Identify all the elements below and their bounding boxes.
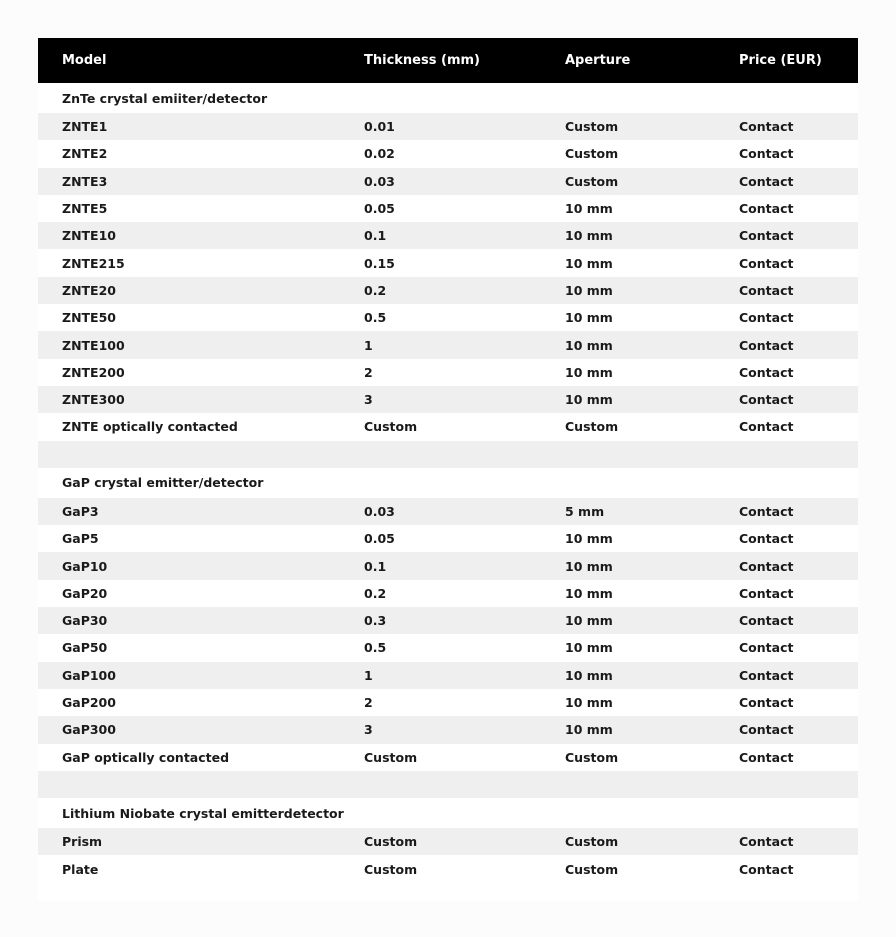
table-row xyxy=(38,855,858,882)
cell-thickness: 2 xyxy=(364,695,373,711)
table-row xyxy=(38,359,858,386)
table-row xyxy=(38,552,858,579)
cell-price: Contact xyxy=(739,640,794,656)
section-title: Lithium Niobate crystal emitterdetector xyxy=(62,805,344,821)
cell-aperture: 10 mm xyxy=(565,228,613,244)
cell-model: GaP3 xyxy=(62,504,99,519)
cell-aperture: 10 mm xyxy=(565,695,613,711)
cell-price: Contact xyxy=(739,255,794,271)
cell-aperture: 10 mm xyxy=(565,640,613,656)
section-title-row xyxy=(38,83,858,113)
cell-model: Prism xyxy=(62,834,103,850)
cell-model: ZNTE optically contacted xyxy=(62,419,238,435)
table-row xyxy=(38,304,858,331)
cell-price: Contact xyxy=(739,201,794,217)
cell-price: Contact xyxy=(739,722,794,738)
cell-price: Contact xyxy=(739,834,794,850)
cell-model: ZNTE10 xyxy=(62,228,116,244)
cell-aperture: 10 mm xyxy=(565,531,613,547)
cell-thickness: 0.5 xyxy=(364,640,387,656)
cell-thickness: 0.01 xyxy=(364,119,395,135)
table-row xyxy=(38,689,858,716)
cell-aperture: 10 mm xyxy=(565,255,613,271)
table-row xyxy=(38,277,858,304)
cell-thickness: 0.02 xyxy=(364,146,395,162)
table-row xyxy=(38,716,858,743)
cell-price: Contact xyxy=(739,364,794,380)
table-row xyxy=(38,828,858,855)
cell-model: GaP optically contacted xyxy=(62,749,230,765)
cell-model: GaP50 xyxy=(62,640,108,656)
cell-model: GaP200 xyxy=(62,695,116,711)
cell-thickness: 0.05 xyxy=(364,531,395,547)
cell-thickness: 0.2 xyxy=(364,585,387,601)
cell-thickness: Custom xyxy=(364,749,418,765)
cell-price: Contact xyxy=(739,337,794,353)
cell-thickness: 0.03 xyxy=(364,504,395,519)
table-row xyxy=(38,744,858,771)
cell-thickness: Custom xyxy=(364,419,418,435)
cell-price: Contact xyxy=(739,558,794,574)
table-row xyxy=(38,662,858,689)
cell-thickness: 0.05 xyxy=(364,201,395,217)
cell-price: Contact xyxy=(739,667,794,683)
cell-model: ZNTE2 xyxy=(62,146,108,162)
table-row xyxy=(38,498,858,525)
cell-aperture: Custom xyxy=(565,146,619,162)
cell-thickness: 1 xyxy=(364,667,373,683)
table-row xyxy=(38,222,858,249)
cell-price: Contact xyxy=(739,310,794,326)
cell-aperture: 10 mm xyxy=(565,282,613,298)
section-title: ZnTe crystal emiiter/detector xyxy=(62,90,268,106)
cell-model: ZNTE200 xyxy=(62,364,125,380)
cell-aperture: Custom xyxy=(565,749,619,765)
cell-aperture: Custom xyxy=(565,834,619,850)
cell-thickness: 1 xyxy=(364,337,373,353)
cell-aperture: Custom xyxy=(565,119,619,135)
table-body xyxy=(38,83,858,883)
cell-model: ZNTE215 xyxy=(62,255,125,271)
table-row xyxy=(38,386,858,413)
header-model: Model xyxy=(62,53,107,68)
cell-price: Contact xyxy=(739,749,794,765)
cell-thickness: 0.1 xyxy=(364,228,387,244)
cell-aperture: 10 mm xyxy=(565,392,613,408)
cell-model: Plate xyxy=(62,861,99,877)
cell-price: Contact xyxy=(739,585,794,601)
cell-price: Contact xyxy=(739,419,794,435)
cell-aperture: 5 mm xyxy=(565,504,605,519)
table-row xyxy=(38,168,858,195)
cell-aperture: Custom xyxy=(565,173,619,189)
header-aperture: Aperture xyxy=(565,53,631,68)
table-row xyxy=(38,249,858,276)
cell-thickness: 2 xyxy=(364,364,373,380)
cell-price: Contact xyxy=(739,861,794,877)
cell-model: ZNTE5 xyxy=(62,201,108,217)
cell-aperture: 10 mm xyxy=(565,613,613,629)
cell-price: Contact xyxy=(739,613,794,629)
cell-model: ZNTE300 xyxy=(62,392,125,408)
cell-price: Contact xyxy=(739,119,794,135)
cell-thickness: 3 xyxy=(364,392,373,408)
cell-model: GaP100 xyxy=(62,667,116,683)
spacer-row xyxy=(38,771,858,798)
cell-thickness: Custom xyxy=(364,834,418,850)
cell-thickness: 0.2 xyxy=(364,282,387,298)
cell-thickness: 0.1 xyxy=(364,558,387,574)
cell-price: Contact xyxy=(739,228,794,244)
cell-aperture: 10 mm xyxy=(565,337,613,353)
table-row xyxy=(38,634,858,661)
cell-price: Contact xyxy=(739,173,794,189)
cell-aperture: 10 mm xyxy=(565,585,613,601)
cell-price: Contact xyxy=(739,504,794,519)
cell-aperture: 10 mm xyxy=(565,722,613,738)
cell-aperture: 10 mm xyxy=(565,364,613,380)
table-row xyxy=(38,331,858,358)
table-row xyxy=(38,607,858,634)
cell-price: Contact xyxy=(739,282,794,298)
table-header xyxy=(38,38,858,83)
cell-price: Contact xyxy=(739,531,794,547)
spacer-row xyxy=(38,441,858,468)
cell-model: GaP10 xyxy=(62,558,108,574)
cell-model: ZNTE1 xyxy=(62,119,108,135)
table-row xyxy=(38,113,858,140)
table-row xyxy=(38,525,858,552)
table-row xyxy=(38,140,858,167)
section-title-row xyxy=(38,798,858,828)
cell-aperture: 10 mm xyxy=(565,667,613,683)
cell-aperture: 10 mm xyxy=(565,201,613,217)
table-row xyxy=(38,413,858,440)
cell-model: ZNTE20 xyxy=(62,282,116,298)
cell-aperture: Custom xyxy=(565,861,619,877)
cell-thickness: Custom xyxy=(364,861,418,877)
cell-aperture: 10 mm xyxy=(565,310,613,326)
cell-thickness: 0.03 xyxy=(364,173,395,189)
cell-model: ZNTE100 xyxy=(62,337,125,353)
header-thickness: Thickness (mm) xyxy=(364,53,480,68)
cell-model: GaP300 xyxy=(62,722,116,738)
product-table xyxy=(38,38,858,901)
cell-model: ZNTE3 xyxy=(62,173,108,189)
cell-model: ZNTE50 xyxy=(62,310,116,326)
section-title: GaP crystal emitter/detector xyxy=(62,475,264,491)
section-title-row xyxy=(38,468,858,498)
table-bottom-padding xyxy=(38,883,858,901)
cell-aperture: Custom xyxy=(565,419,619,435)
header-price: Price (EUR) xyxy=(739,53,822,68)
cell-price: Contact xyxy=(739,146,794,162)
table-row xyxy=(38,580,858,607)
cell-price: Contact xyxy=(739,695,794,711)
cell-model: GaP5 xyxy=(62,531,99,547)
cell-thickness: 0.3 xyxy=(364,613,387,629)
cell-thickness: 0.15 xyxy=(364,255,395,271)
cell-thickness: 0.5 xyxy=(364,310,387,326)
cell-model: GaP20 xyxy=(62,585,108,601)
cell-model: GaP30 xyxy=(62,613,108,629)
table-row xyxy=(38,195,858,222)
cell-price: Contact xyxy=(739,392,794,408)
cell-thickness: 3 xyxy=(364,722,373,738)
cell-aperture: 10 mm xyxy=(565,558,613,574)
